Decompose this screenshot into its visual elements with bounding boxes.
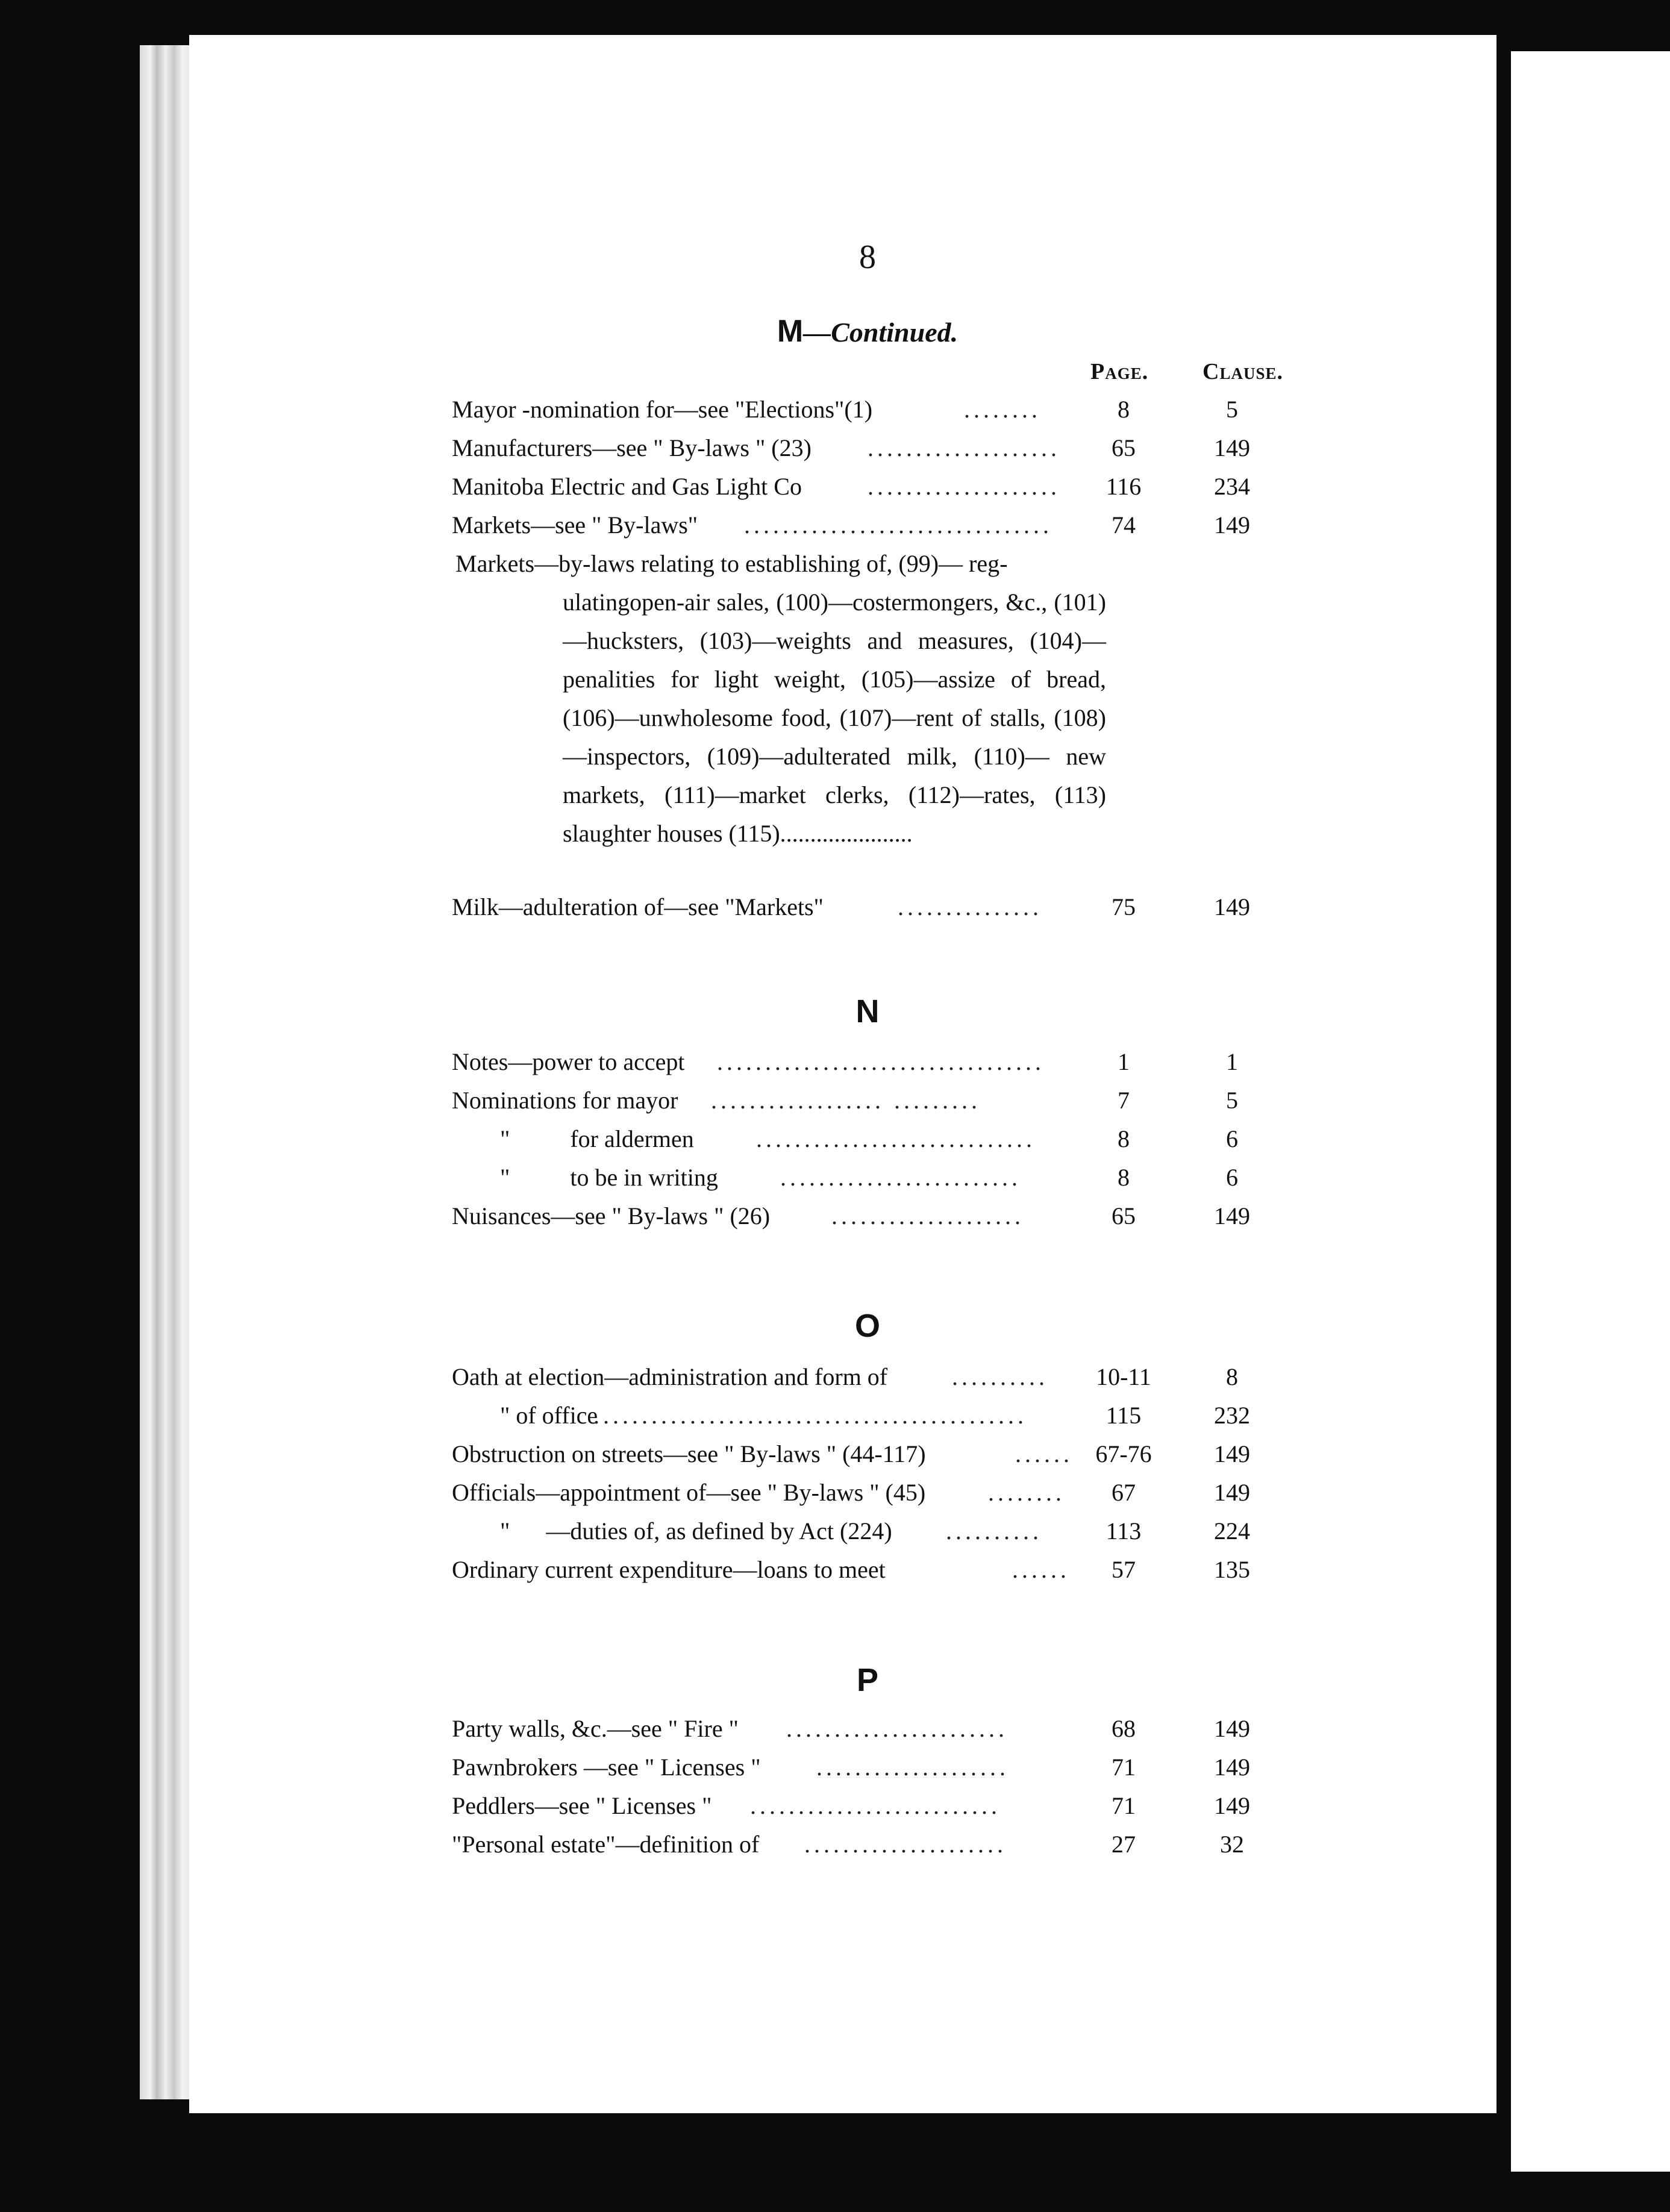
entry-clause: 149 [1214, 893, 1250, 920]
entry-page: 68 [1112, 1715, 1136, 1742]
index-entry [452, 1476, 1271, 1510]
column-header-clause: Clause. [1202, 359, 1283, 384]
entry-clause: 6 [1226, 1125, 1238, 1152]
markets-continuation: ulatingopen-air sales, (100)—costermongers, &c., (101)—hucksters, (103)—weights and measures, (104)—penalities for light weight, (105)—assize of bread, (106)—unwholesome food, (107)—rent of stalls, (108)—inspectors, (109)—adulterated milk, (110)— new markets, (111)—market clerks, (112)—rates, (113) slaughter houses (115)...................... [563, 589, 1106, 847]
entry-page: 71 [1112, 1754, 1136, 1781]
index-entry [452, 1712, 1271, 1746]
entry-page: 75 [1112, 893, 1136, 920]
entry-clause: 5 [1226, 396, 1238, 423]
entry-page: 10-11 [1096, 1363, 1151, 1390]
entry-clause: 149 [1214, 1715, 1250, 1742]
entry-label: Pawnbrokers —see " Licenses " [452, 1754, 761, 1781]
entry-clause: 234 [1214, 473, 1250, 500]
entry-label: Mayor -nomination for—see "Elections"(1) [452, 396, 873, 423]
column-headers [1090, 358, 1283, 385]
entry-clause: 1 [1226, 1048, 1238, 1075]
index-entry [452, 1514, 1271, 1548]
leader-dots: .................... [868, 473, 1060, 500]
index-entry [452, 1360, 1271, 1394]
section-n-heading: N [855, 993, 880, 1029]
index-entry [452, 1789, 1271, 1823]
index-entry [452, 1437, 1271, 1471]
entry-page: 67 [1112, 1479, 1136, 1506]
entry-label: Notes—power to accept [452, 1048, 685, 1075]
entry-label: " to be in writing [500, 1164, 718, 1191]
entry-label: Manufacturers—see " By-laws " (23) [452, 434, 812, 461]
entry-clause: 149 [1214, 1754, 1250, 1781]
leader-dots: ............................................. [593, 1402, 1027, 1429]
markets-first-line: Markets—by-laws relating to establishing of, (99)— reg- [455, 550, 1008, 577]
entry-page: 8 [1118, 1164, 1130, 1191]
entry-label: Markets—see " By-laws" [452, 511, 698, 539]
leader-dots: .................... [868, 434, 1060, 461]
index-entry [452, 431, 1271, 465]
section-o-heading: O [854, 1308, 880, 1344]
index-entry [452, 1122, 1271, 1156]
leader-dots: ...... [1012, 1556, 1070, 1583]
entry-clause: 6 [1226, 1164, 1238, 1191]
entry-page: 7 [1118, 1087, 1130, 1114]
entry-label: Nominations for mayor [452, 1087, 678, 1114]
entry-label: " of office [500, 1402, 598, 1429]
entry-page: 116 [1106, 473, 1142, 500]
leader-dots: ........ [988, 1479, 1065, 1506]
entry-label: Manitoba Electric and Gas Light Co [452, 473, 802, 500]
entry-clause: 232 [1214, 1402, 1250, 1429]
entry-label: "Personal estate"—definition of [452, 1831, 760, 1858]
leader-dots: ............................. [756, 1125, 1036, 1152]
entry-label: Peddlers—see " Licenses " [452, 1792, 712, 1819]
leader-dots: .................... [831, 1202, 1024, 1229]
entry-label: Oath at election—administration and form of [452, 1363, 888, 1390]
index-entry [452, 393, 1271, 426]
entry-label: " —duties of, as defined by Act (224) [500, 1517, 892, 1545]
entry-label: Obstruction on streets—see " By-laws " (44-117) [452, 1440, 926, 1467]
entry-clause: 135 [1214, 1556, 1250, 1583]
facing-page-edge [1511, 51, 1670, 2172]
entry-label: " for aldermen [500, 1125, 694, 1152]
entry-page: 1 [1118, 1048, 1130, 1075]
index-entry [452, 1045, 1271, 1079]
index-entry [452, 1161, 1271, 1195]
index-entry [452, 1199, 1271, 1233]
index-entry [452, 1399, 1271, 1432]
entry-label: Nuisances—see " By-laws " (26) [452, 1202, 771, 1229]
leader-dots: ....................... [786, 1715, 1008, 1742]
leader-dots: .................................. [717, 1048, 1045, 1075]
index-entry [452, 1828, 1271, 1861]
entry-page: 74 [1112, 511, 1136, 539]
leader-dots: .......................... [750, 1792, 1001, 1819]
entry-page: 8 [1118, 396, 1130, 423]
entry-label: Milk—adulteration of—see "Markets" [452, 893, 824, 920]
book-page-edges [140, 45, 197, 2099]
page-number: 8 [859, 239, 876, 276]
entry-label: Party walls, &c.—see " Fire " [452, 1715, 739, 1742]
index-entry [452, 1553, 1271, 1587]
entry-label: Officials—appointment of—see " By-laws " (45) [452, 1479, 926, 1506]
entry-page: 65 [1112, 1202, 1136, 1229]
entry-clause: 32 [1220, 1831, 1244, 1858]
entry-page: 57 [1112, 1556, 1136, 1583]
entry-clause: 149 [1214, 511, 1250, 539]
entry-clause: 224 [1214, 1517, 1250, 1545]
entry-page: 8 [1118, 1125, 1130, 1152]
leader-dots: ................................ [744, 511, 1052, 539]
index-entry [452, 1751, 1271, 1784]
section-m-letter: M [777, 314, 804, 349]
entry-clause: 8 [1226, 1363, 1238, 1390]
index-entry [452, 508, 1271, 542]
leader-dots: .......... [946, 1517, 1042, 1545]
column-header-page: Page. [1090, 359, 1149, 384]
entry-clause: 149 [1214, 1440, 1250, 1467]
entry-clause: 149 [1214, 1792, 1250, 1819]
entry-label: Ordinary current expenditure—loans to meet [452, 1556, 886, 1583]
markets-entry-paragraph [455, 545, 1106, 853]
entry-clause: 149 [1214, 434, 1250, 461]
index-entry [452, 470, 1271, 504]
entry-clause: 149 [1214, 1479, 1250, 1506]
index-entry [452, 890, 1271, 924]
entry-page: 65 [1112, 434, 1136, 461]
leader-dots: ..................... [804, 1831, 1007, 1858]
leader-dots: .................. ......... [711, 1087, 981, 1114]
entry-page: 115 [1106, 1402, 1142, 1429]
entry-page: 113 [1106, 1517, 1142, 1545]
entry-page: 67-76 [1095, 1440, 1152, 1467]
entry-clause: 5 [1226, 1087, 1238, 1114]
entry-page: 27 [1112, 1831, 1136, 1858]
leader-dots: ......................... [780, 1164, 1021, 1191]
leader-dots: ........ [964, 396, 1041, 423]
leader-dots: ...... [1015, 1440, 1073, 1467]
section-p-heading: P [856, 1662, 879, 1698]
index-entry [452, 1084, 1271, 1117]
leader-dots: .................... [816, 1754, 1009, 1781]
section-m-continued: —Continued. [803, 317, 959, 348]
leader-dots: ............... [898, 893, 1042, 920]
entry-clause: 149 [1214, 1202, 1250, 1229]
leader-dots: .......... [952, 1363, 1048, 1390]
section-m-heading [0, 313, 1670, 349]
entry-page: 71 [1112, 1792, 1136, 1819]
